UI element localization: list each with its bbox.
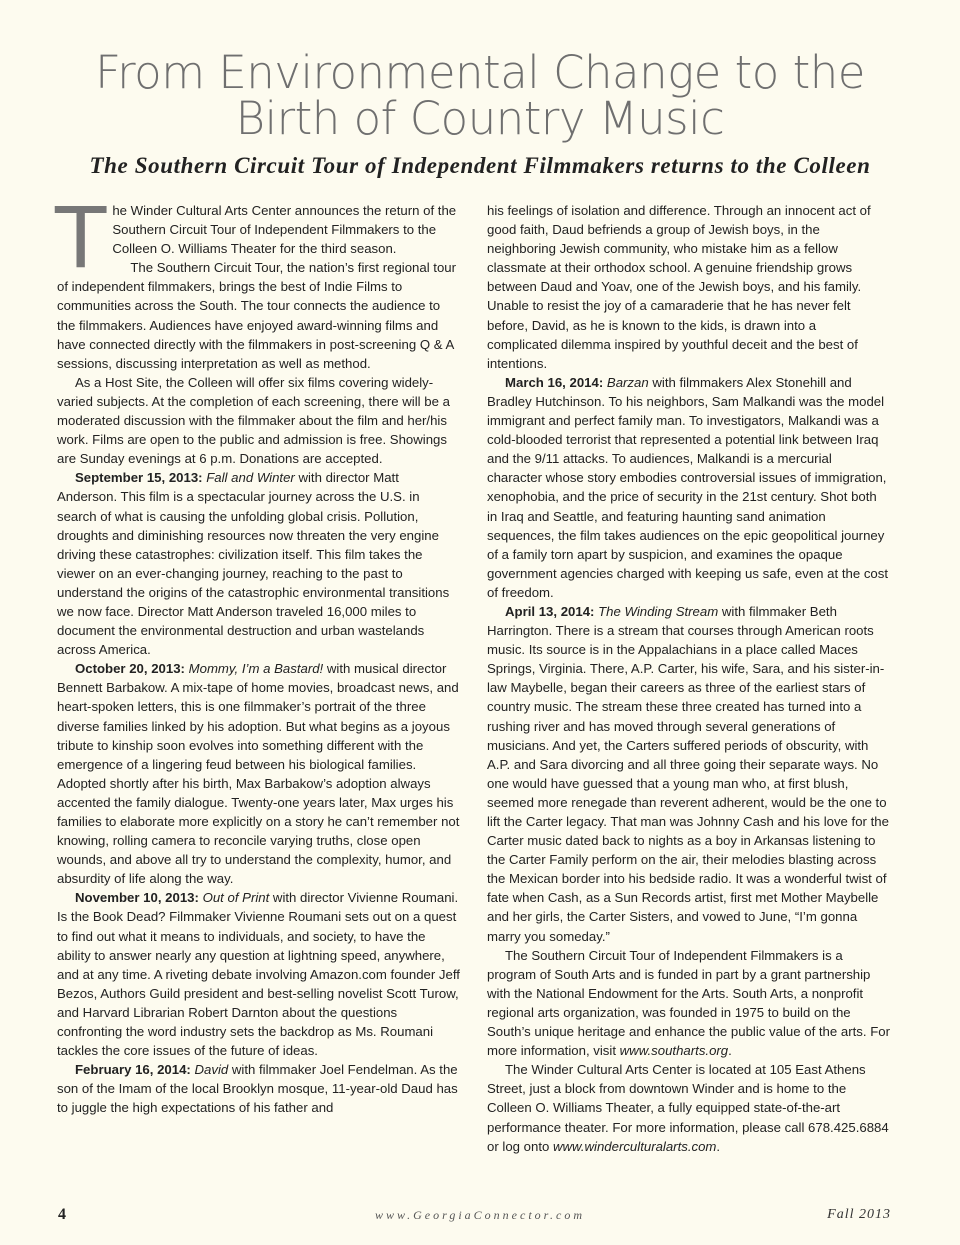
body-paragraph: The Southern Circuit Tour, the nation’s first regional tour of independent filmmakers, brings the best of Indie Films to communities across the South. The tour connects the audience to the filmmakers. Audiences have enjoyed award-winning films and have connected directly with the filmmakers in post-screening Q & A sessions, discussing interpretation as well as method. (57, 260, 457, 371)
film-title: Barzan (606, 374, 649, 390)
film-title: The Winding Stream (598, 603, 719, 619)
film-title: Out of Print (202, 890, 270, 906)
screening-date: September 15, 2013: (75, 470, 203, 486)
screening-date: October 20, 2013: (75, 661, 185, 677)
body-paragraph: The Southern Circuit Tour of Independent Filmmakers is a program of South Arts and is funded in part by a grant partnership with the National Endowment for the Arts. South Arts, a nonprofit regional arts organization, was founded in 1975 to build on the South’s unique heritage and enhance the public value of the arts. For more information, visit www.southarts.org. (487, 947, 890, 1059)
intro-paragraph: The Winder Cultural Arts Center announces the return of the Southern Circuit Tour of Independent Filmmakers to the Colleen O. Williams Theater for the third season. (55, 189, 457, 287)
film-entry: September 15, 2013: Fall and Winter with director Matt Anderson. This film is a spectacular journey across the U.S. in search of what is causing the unfolding global crisis. Pollution, droughts and diminishing resources now threaten the very engine driving these catastrophes: civilization itself. This film takes the viewer on an ever-changing journey, reaching to the past to understand the origins of the catastrophic environmental transitions we now face. Director Matt Anderson traveled 16,000 miles to document the environmental destruction and urban wastelands across America. (57, 470, 450, 658)
south-arts-link[interactable]: www.southarts.org (619, 1043, 729, 1059)
film-entry: March 16, 2014: Barzan with filmmakers Alex Stonehill and Bradley Hutchinson. To his neighbors, Sam Malkandi was the model immigrant and perfect family man. To investigators, Malkandi was a cold-blooded terrorist that represented a potential link between Iraq and the 9/11 attacks. To audiences, Malkandi is a mercurial character whose story embodies controversial issues of immigration, xenophobia, and the price of security in the 21st century. Shot both in Iraq and Seattle, and featuring haunting sand animation sequences, the film takes audiences on the epic geopolitical journey of a family torn apart by suspicion, and examines the opaque government agencies charged with keeping us safe, even at the cost of freedom. (487, 374, 889, 600)
film-title: Mommy, I’m a Bastard! (188, 661, 324, 677)
screening-date: November 10, 2013: (75, 890, 199, 906)
film-entry: April 13, 2014: The Winding Stream with filmmaker Beth Harrington. There is a stream that courses through American roots music. Its source is in the Appalachians in a place called Maces Springs, Virginia. There, A.P. Carter, his wife, Sara, and his sister-in-law Maybelle, began their careers as three of the earliest stars of country music. The stream these three created has turned into a rushing river and has moved through several generations of musicians. And yet, the Carters suffered periods of obscurity, with A.P. and Sara divorcing and all three going their separate ways. No one would have guessed that a young man who, at first blush, seemed more renegade than reverent adherent, would be the one to lift the Carter legacy. That man was Johnny Cash and his love for the Carter music dated back to nights as a boy in Arkansas listening to the Carter Family perform on the air, their melodies blasting across the Mexican border into his bedside radio. It was a wonderful twist of fate when Cash, as a Sun Records artist, first met Mother Maybelle and her girls, the Carter Sisters, and vowed to June, “I’m gonna marry you someday.” (487, 603, 889, 944)
page-number: 4 (58, 1206, 66, 1223)
body-paragraph: The Winder Cultural Arts Center is located at 105 East Athens Street, just a block from downtown Winder and is home to the Colleen O. Williams Theater, a fully equipped state-of-the-art performance theater. For more information, please call 678.425.6884 or log onto www.winderculturalarts.com. (487, 1062, 889, 1154)
film-title: Fall and Winter (206, 470, 295, 486)
website-url: www.GeorgiaConnector.com (375, 1208, 585, 1222)
film-entry: November 10, 2013: Out of Print with director Vivienne Roumani. Is the Book Dead? Filmmaker Vivienne Roumani sets out on a quest to find out what it means to individuals, and society, to have the ability to answer nearly any question at lightning speed, anywhere, and at any time. A riveting debate involving Amazon.com founder Jeff Bezos, Authors Guild president and best-selling novelist Scott Turow, and Harvard Librarian Robert Darnton about the questions confronting the word industry sets the backdrop as Ms. Roumani tackles the core issues of the future of ideas. (57, 890, 460, 1059)
film-title: David (194, 1062, 229, 1078)
screening-date: March 16, 2014: (505, 374, 604, 390)
title-line-2: Birth of Country Music (235, 92, 725, 145)
body-paragraph: his feelings of isolation and difference. Through an innocent act of good faith, Daud befriends a group of Jewish boys, in the neighboring Jewish community, who mistake him as a fellow classmate at their orthodox school. A genuine friendship grows between Daud and Yoav, one of the Jewish boys, and his family. Unable to resist the joy of a camaraderie that he has never felt before, David, as he is known to the kids, is drawn into a complicated dilemma inspired by youthful deceit and the best of intentions. (487, 203, 871, 371)
column-left (55, 189, 460, 1118)
title-line-1: From Environmental Change to the (95, 46, 865, 99)
screening-date: February 16, 2014: (75, 1062, 191, 1078)
screening-date: April 13, 2014: (505, 603, 595, 619)
article-title (0, 46, 960, 145)
drop-cap: T (55, 189, 107, 287)
column-right (487, 201, 890, 1156)
issue-label: Fall 2013 (827, 1207, 891, 1222)
winder-arts-link[interactable]: www.winderculturalarts.com (552, 1138, 717, 1154)
article-subtitle: The Southern Circuit Tour of Independent Filmmakers returns to the Colleen (89, 153, 871, 178)
page-footer (0, 1206, 960, 1226)
film-entry: February 16, 2014: David with filmmaker Joel Fendelman. As the son of the Imam of the local Brooklyn mosque, 11-year-old Daud has to juggle the high expectations of his father and (57, 1062, 458, 1116)
body-paragraph: As a Host Site, the Colleen will offer six films covering widely-varied subjects. At the completion of each screening, there will be a moderated discussion with the filmmaker about the film and her/his work. Films are open to the public and admission is free. Showings are Sunday evenings at 6 p.m. Donations are accepted. (57, 374, 450, 467)
film-entry: October 20, 2013: Mommy, I’m a Bastard! with musical director Bennett Barbakow. A mix-tape of home movies, broadcast news, and heart-spoken letters, this is one filmmaker’s portrait of the three diverse families linked by his adoption. But what begins as a joyous tribute to kinship soon evolves into something different with the emergence of a lingering feud between his biological families. Adopted shortly after his birth, Max Barbakow’s adoption always accented the family dialogue. Twenty-one years later, Max urges his families to elaborate more explicitly on a story he can’t remember not knowing, rolling camera to reconcile varying truths, close open wounds, and above all try to understand the complexity, humor, and absurdity of life along the way. (57, 661, 460, 887)
